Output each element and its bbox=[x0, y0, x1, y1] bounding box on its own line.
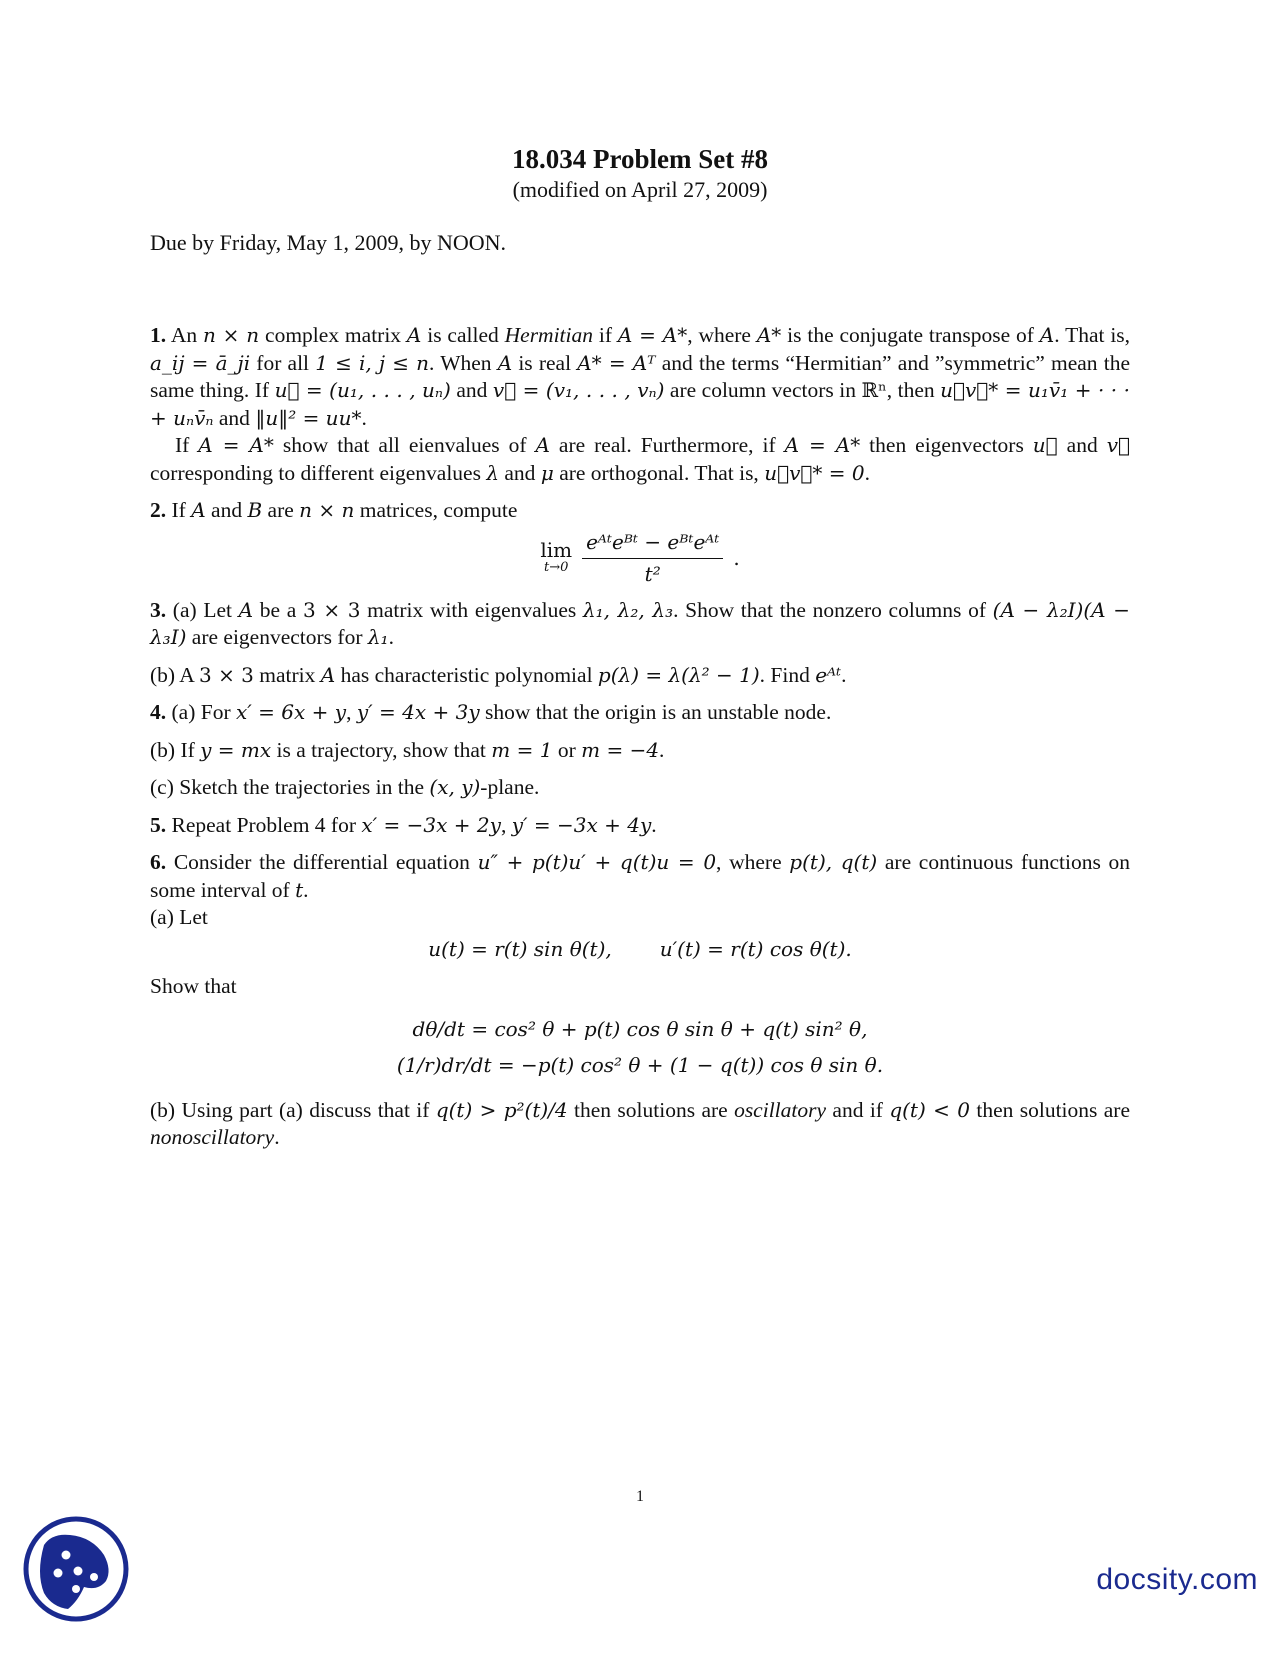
equation-dtheta: dθ/dt = cos² θ + p(t) cos θ sin θ + q(t) sin² θ, bbox=[412, 1016, 868, 1041]
problem-1-paragraph-1: 1. An n × n complex matrix A is called Hermitian if A = A*, where A* is the conjugate transpose of A. That is, a_ij = ā_ji for all 1 ≤ i, j ≤ n. When A is real A* = Aᵀ and the terms “Hermitian” and ”symmetric” mean the same thing. If u⃗ = (u₁, . . . , uₙ) and v⃗ = (v₁, . . . , vₙ) are column vectors in ℝⁿ, then u⃗v⃗* = u₁v̄₁ + · · · + uₙv̄ₙ and ‖u‖² = uu*. bbox=[150, 323, 1131, 430]
problem-3b: (b) A 3 × 3 matrix A has characteristic polynomial p(λ) = λ(λ² − 1). Find eᴬᵗ. bbox=[150, 662, 847, 687]
docsity-logo-icon[interactable] bbox=[22, 1515, 130, 1623]
problem-4c: (c) Sketch the trajectories in the (x, y)-plane. bbox=[150, 775, 540, 799]
limit-fraction: $\frac{\text{eᴬᵗeᴮᵗ − eᴮᵗeᴬᵗ}}{\text{t²}}$ bbox=[582, 529, 723, 589]
problem-number: 6. bbox=[150, 850, 167, 874]
problem-4b: (b) If y = mx is a trajectory, show that m = 1 or m = −4. bbox=[150, 737, 665, 762]
problem-4a: 4. (a) For x′ = 6x + y, y′ = 4x + 3y show that the origin is an unstable node. bbox=[150, 700, 832, 724]
problem-6-system-equations bbox=[150, 1011, 1130, 1083]
problem-6a-label: (a) Let bbox=[150, 905, 208, 929]
problem-number: 1. bbox=[150, 323, 167, 347]
page-title: 18.034 Problem Set #8 bbox=[512, 144, 768, 174]
problem-6-show-that: Show that bbox=[150, 974, 237, 998]
problem-number: 4. bbox=[150, 700, 167, 724]
problem-2-text: 2. If A and B are n × n matrices, compute bbox=[150, 498, 518, 522]
due-date-line: Due by Friday, May 1, 2009, by NOON. bbox=[150, 230, 507, 255]
problem-2-limit-equation: lim t→0 $\frac{\text{eᴬᵗeᴮᵗ − eᴮᵗeᴬᵗ}}{\text{t²}}$ . bbox=[150, 529, 1130, 589]
equation-dr: (1/r)dr/dt = −p(t) cos² θ + (1 − q(t)) cos θ sin θ. bbox=[396, 1052, 884, 1077]
problem-5: 5. Repeat Problem 4 for x′ = −3x + 2y, y′ = −3x + 4y. bbox=[150, 812, 657, 837]
problem-number: 2. bbox=[150, 498, 167, 522]
page-subtitle: (modified on April 27, 2009) bbox=[512, 177, 768, 202]
problem-number: 3. bbox=[150, 597, 167, 622]
problem-6-substitution-equation: u(t) = r(t) sin θ(t), u′(t) = r(t) cos θ(t). bbox=[428, 936, 852, 961]
problem-3a: 3. (a) Let A be a 3 × 3 matrix with eigenvalues λ₁, λ₂, λ₃. Show that the nonzero columns of (A − λ₂I)(A − λ₃I) are eigenvectors for λ₁. bbox=[150, 597, 1131, 649]
problems-body bbox=[150, 322, 1130, 1162]
problem-1-paragraph-2: If A = A* show that all eienvalues of A are real. Furthermore, if A = A* then eigenvectors u⃗ and v⃗ corresponding to different eigenvalues λ and μ are orthogonal. That is, u⃗v⃗* = 0. bbox=[150, 433, 1130, 485]
docsity-brand-link[interactable]: docsity.com bbox=[1096, 1563, 1258, 1596]
problem-number: 5. bbox=[150, 812, 167, 837]
problem-6-text: 6. Consider the differential equation u″ + p(t)u′ + q(t)u = 0, where p(t), q(t) are continuous functions on some interval of t. bbox=[150, 850, 1131, 902]
limit-operator: lim t→0 bbox=[540, 537, 573, 575]
page-number: 1 bbox=[636, 1488, 644, 1505]
problem-6b: (b) Using part (a) discuss that if q(t) > p²(t)/4 then solutions are oscillatory and if q(t) < 0 then solutions are nonoscillatory. bbox=[150, 1097, 1130, 1149]
